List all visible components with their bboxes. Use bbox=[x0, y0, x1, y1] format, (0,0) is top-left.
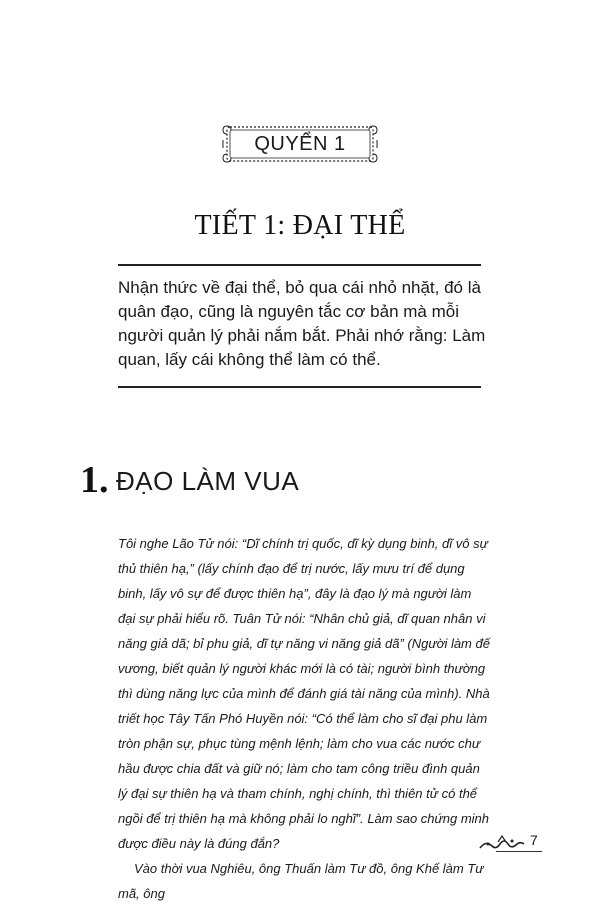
page-number-underline bbox=[496, 851, 542, 852]
summary-top-rule bbox=[118, 264, 481, 266]
body-text bbox=[118, 531, 490, 906]
book-label-text: QUYỂN 1 bbox=[254, 133, 346, 155]
page-number: 7 bbox=[530, 832, 538, 848]
summary-bottom-rule bbox=[118, 386, 481, 388]
book-label bbox=[222, 122, 378, 166]
chapter-number: 1. bbox=[80, 459, 109, 501]
chapter-title: ĐẠO LÀM VUA bbox=[116, 466, 300, 496]
section-summary: Nhận thức về đại thể, bỏ qua cái nhỏ nhặt, đó là quân đạo, cũng là nguyên tắc cơ bản mà mỗi người quản lý phải nắm bắt. Phải nhớ rằng: Làm quan, lấy cái không thể làm có thể. bbox=[118, 278, 486, 369]
section-title: TIẾT 1: ĐẠI THỂ bbox=[194, 210, 406, 241]
body-paragraph: Vào thời vua Nghiêu, ông Thuấn làm Tư đồ, ông Khế làm Tư mã, ông bbox=[118, 861, 484, 901]
body-paragraph: Tôi nghe Lão Tử nói: “Dĩ chính trị quốc, dĩ kỳ dụng binh, dĩ vô sự thủ thiên hạ,” (lấy chính đạo để trị nước, lấy mưu trí để dụng binh, lấy vô sự để được thiên hạ”, đây là đạo lý mà người làm đại sự phải hiểu rõ. Tuân Tử nói: “Nhân chủ giả, dĩ quan nhân vi năng giả dã; bỉ phu giả, dĩ tự năng vi năng giả dã” (Người làm đế vương, biết quản lý người khác mới là có tài; người bình thường thì dùng năng lực của mình để đánh giá tài năng của mình). Nhà triết học Tây Tấn Phó Huyền nói: “Có thể làm cho sĩ đại phu làm tròn phận sự, phục tùng mệnh lệnh; làm cho vua các nước chư hầu được chia đất và giữ nó; làm cho tam công triều đình quản lý đại sự thiên hạ và tham chính, nghị chính, thì thiên tử có thể ngồi để trị thiên hạ mà không phải lo nghĩ”. Làm sao chứng minh được điều này là đúng đắn? bbox=[118, 536, 490, 851]
